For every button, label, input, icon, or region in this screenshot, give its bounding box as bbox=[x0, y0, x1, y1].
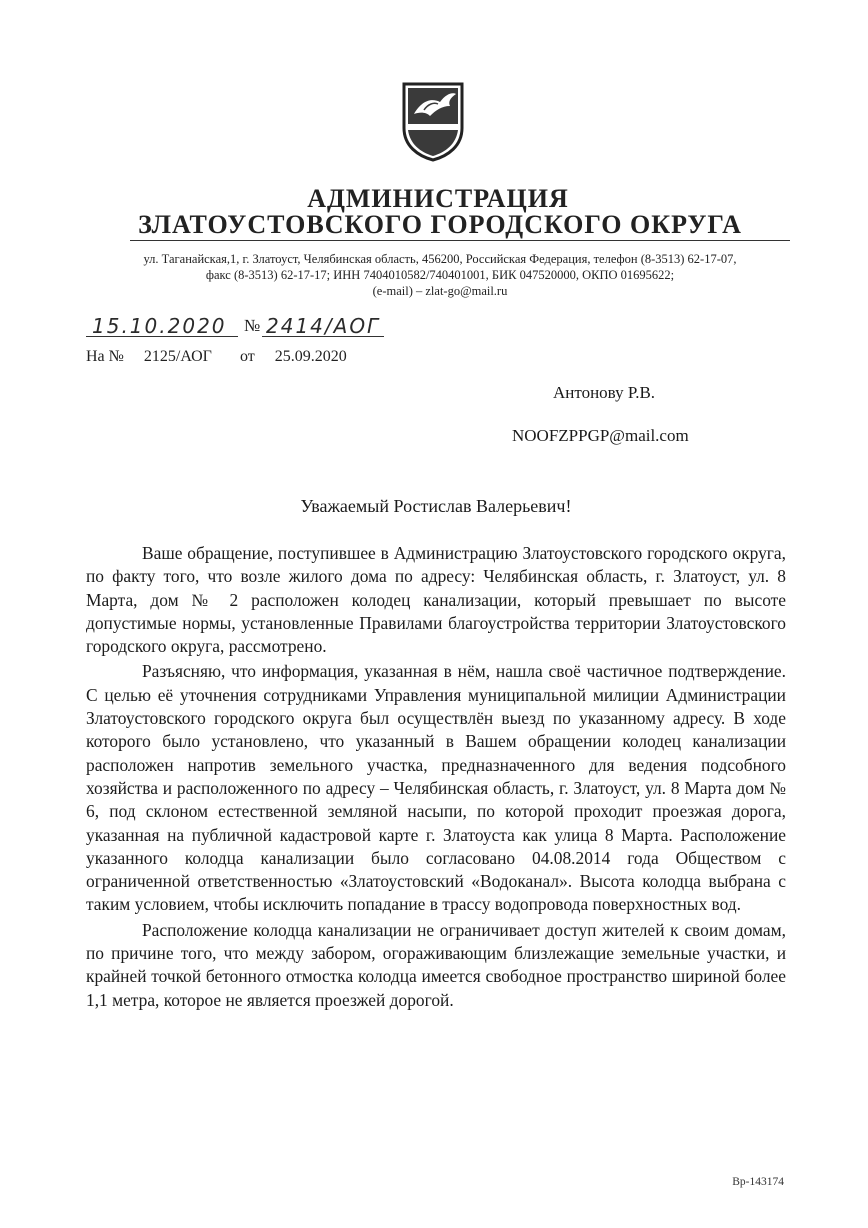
coat-of-arms-icon bbox=[400, 80, 466, 162]
ref-prefix: На № bbox=[86, 348, 124, 365]
org-title-line1: АДМИНИСТРАЦИЯ bbox=[307, 184, 569, 213]
org-title-line2: ЗЛАТОУСТОВСКОГО ГОРОДСКОГО ОКРУГА bbox=[138, 210, 742, 239]
outgoing-date: 15.10.2020 bbox=[92, 314, 227, 338]
document-code: Вр-143174 bbox=[732, 1176, 784, 1188]
outgoing-number: 2414/АОГ bbox=[266, 314, 381, 338]
number-sign: № bbox=[244, 316, 261, 335]
recipient-email: NOOFZPPGP@mail.com bbox=[512, 426, 689, 445]
paragraph: Расположение колодца канализации не ограничивает доступ жителей к своим домам, по причине того, что между забором, огораживающим близлежащие земельные участки, и крайней точкой бетонного отмостка колодца имеется свободное пространство шириной более 1,1 метра, которое не является проезжей дорогой. bbox=[86, 919, 786, 1010]
date-underline bbox=[86, 336, 238, 337]
salutation: Уважаемый Ростислав Валерьевич! bbox=[300, 496, 572, 516]
contacts-line: факс (8-3513) 62-17-17; ИНН 7404010582/740401001, БИК 047520000, ОКПО 01695622; bbox=[205, 268, 675, 282]
recipient-name: Антонову Р.В. bbox=[553, 383, 656, 402]
number-underline bbox=[262, 336, 384, 337]
email-line: (e-mail) – zlat-go@mail.ru bbox=[372, 284, 508, 298]
paragraph: Разъясняю, что информация, указанная в нём, нашла своё частичное подтверждение. С целью её уточнения сотрудниками Управления муниципальной милиции Администрации Златоустовского городского округа был осуществлён выезд по указанному адресу. В ходе которого было установлено, что указанный в Вашем обращении колодец канализации расположен напротив земельного участка, предназначенного для ведения подсобного хозяйства и расположенного по адресу – Челябинская область, г. Златоуст, ул. 8 Марта дом № 6, под склоном естественной земляной насыпи, по которой проходит проезжая дорога, указанная на публичной кадастровой карте г. Златоуста как улица 8 Марта. Расположение указанного колодца канализации было согласовано 04.08.2014 года Обществом с ограниченной ответственностью «Златоустовский «Водоканал». Высота колодца выбрана с таким условием, чтобы исключить попадание в трассу водопровода поверхностных вод. bbox=[86, 661, 786, 915]
ref-number: 2125/АОГ bbox=[143, 348, 212, 365]
address-line: ул. Таганайская,1, г. Златоуст, Челябинская область, 456200, Российская Федерация, телефон (8-3513) 62-17-07, bbox=[143, 252, 737, 266]
header-divider bbox=[130, 240, 790, 241]
paragraph: Ваше обращение, поступившее в Администрацию Златоустовского городского округа, по факту того, что возле жилого дома по адресу: Челябинская область, г. Златоуст, ул. 8 Марта, дом № 2 расположен колодец канализации, который превышает по высоте допустимые нормы, установленные Правилами благоустройства территории Златоустовского городского округа, рассмотрено. bbox=[86, 543, 786, 657]
letter-body bbox=[86, 542, 786, 1014]
reference-line bbox=[86, 348, 347, 366]
ref-date: 25.09.2020 bbox=[274, 348, 347, 365]
ref-from: от bbox=[239, 348, 255, 365]
